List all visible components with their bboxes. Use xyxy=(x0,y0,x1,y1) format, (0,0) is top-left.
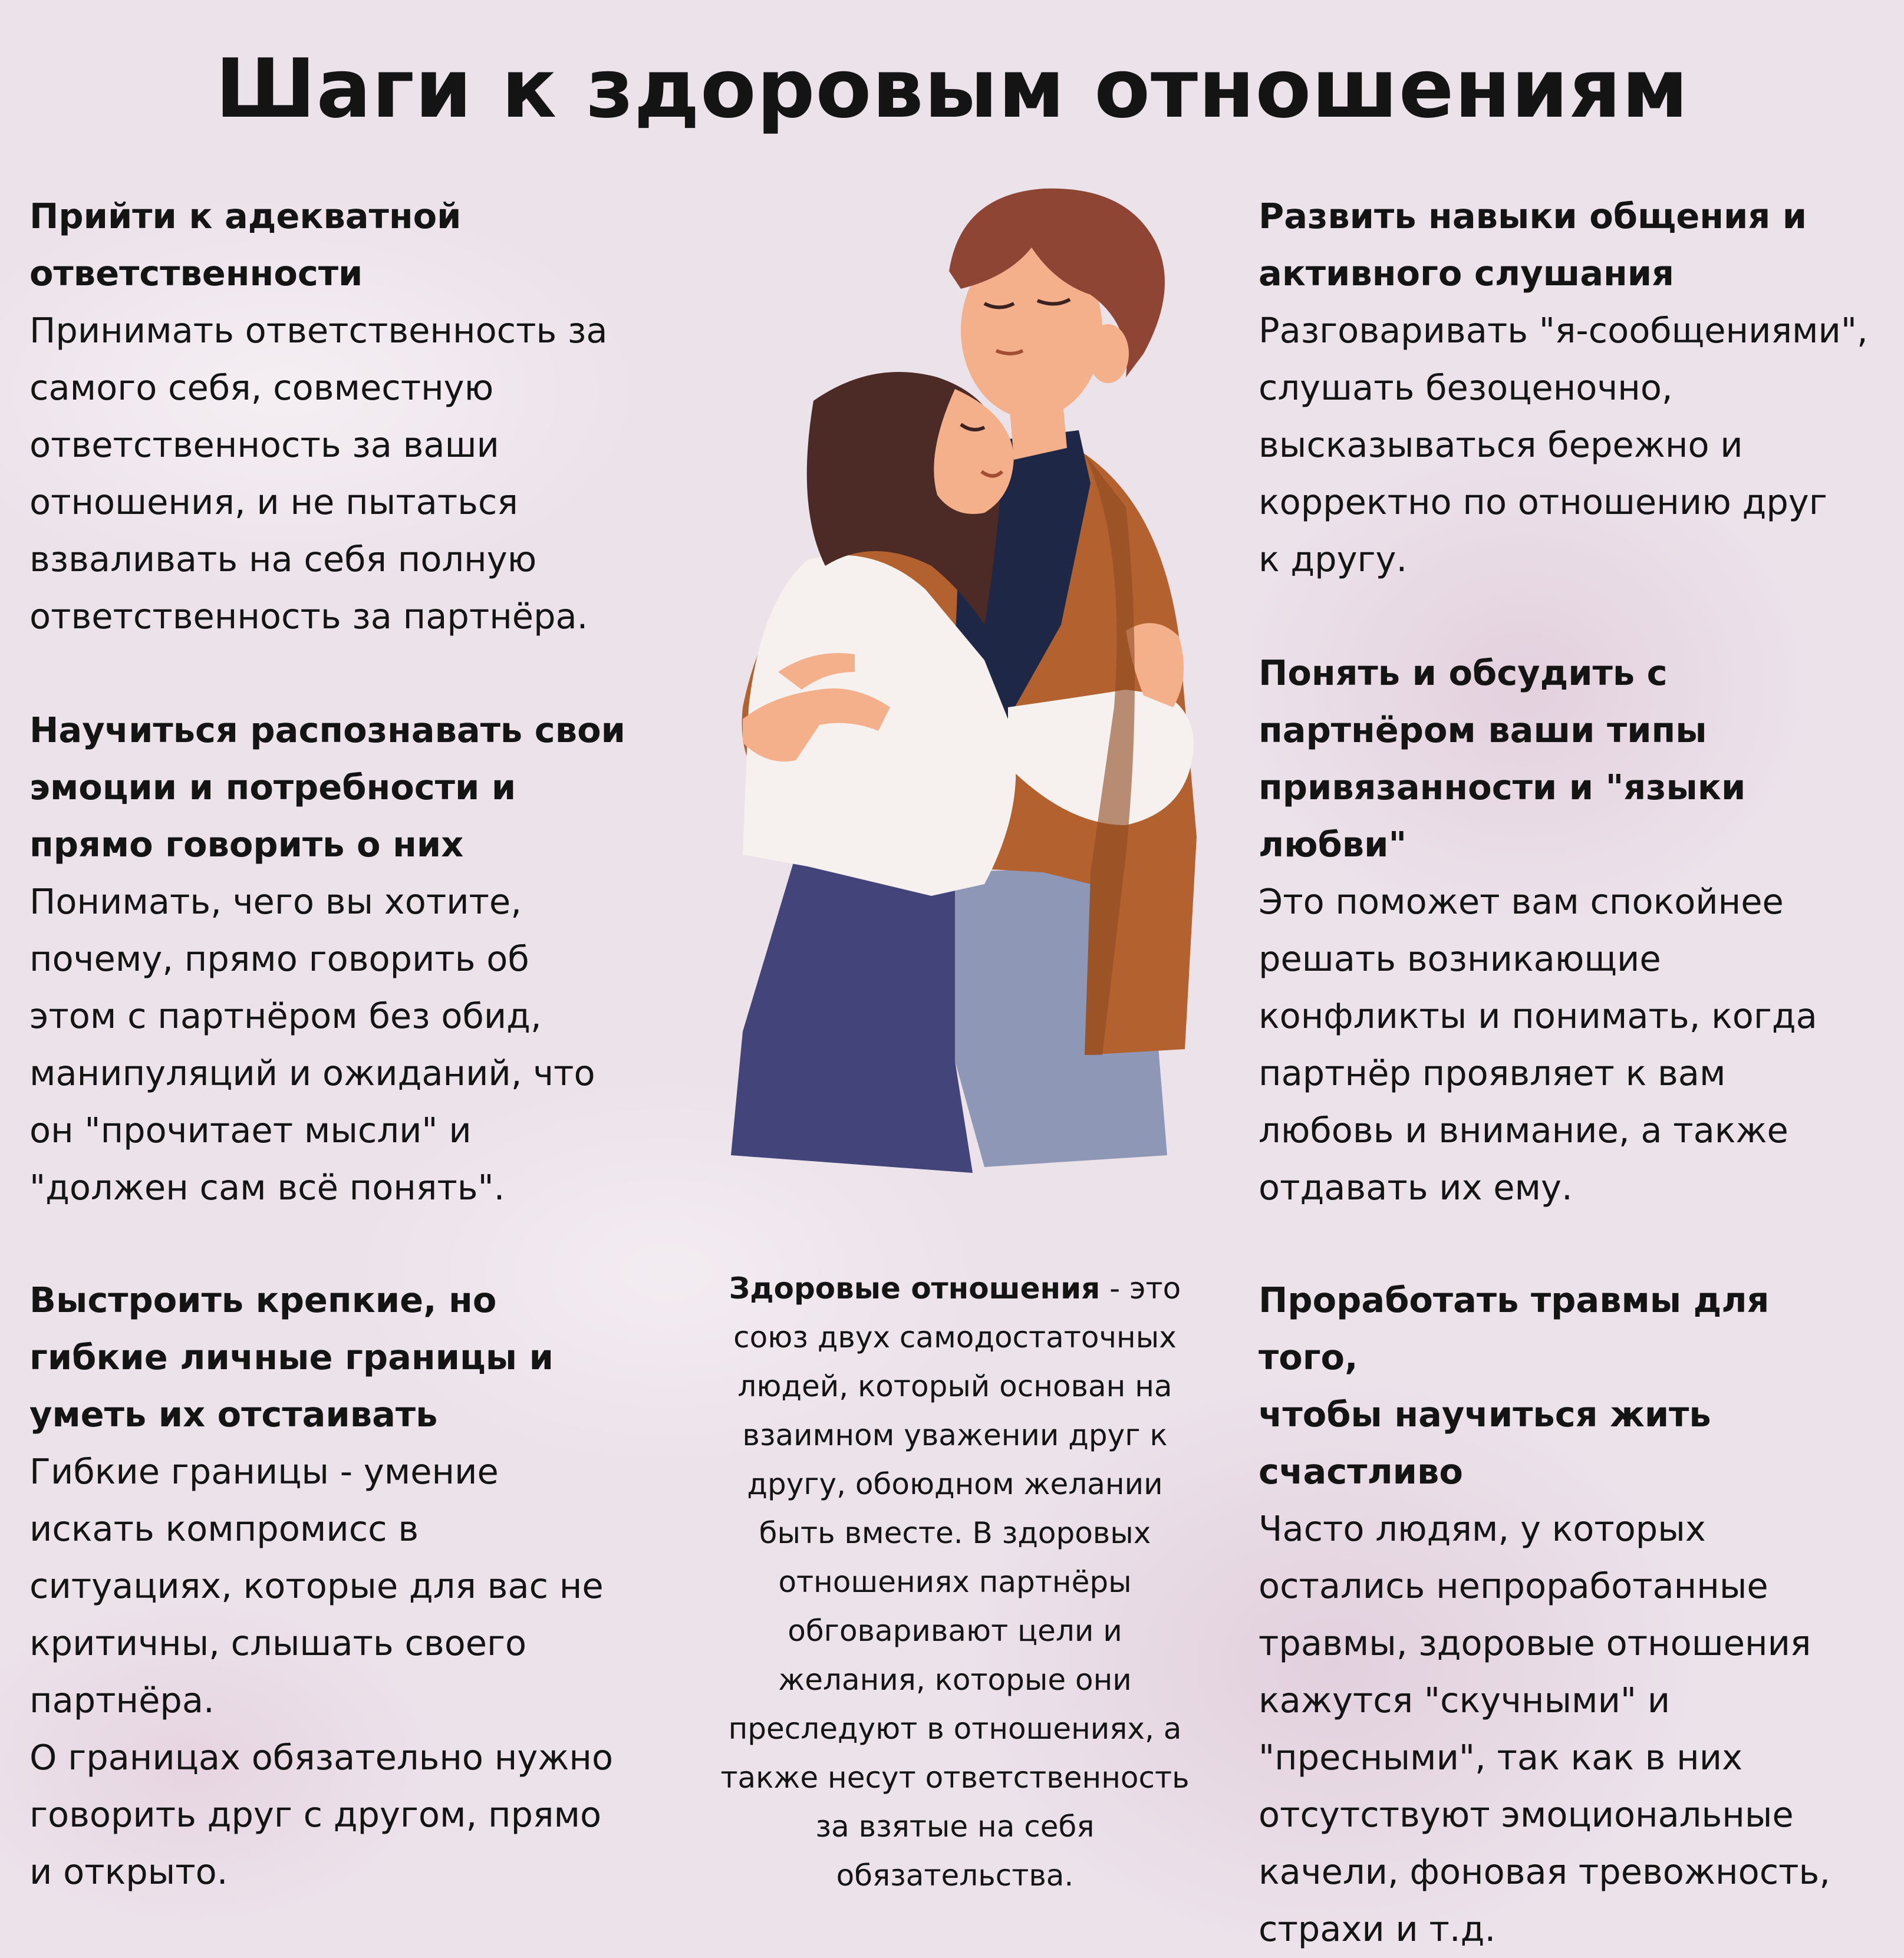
healthy-relationship-definition xyxy=(704,1264,1205,1900)
step-text: Гибкие границы - умение искать компромисс в ситуациях, которые для вас не критичны, слышать своего партнёра. О границах обязательно нужно говорить друг с другом, прямо и открыто. xyxy=(29,1451,614,1892)
step-responsibility xyxy=(29,187,648,645)
definition-term: Здоровые отношения xyxy=(729,1271,1101,1306)
step-emotions xyxy=(29,701,648,1216)
step-heading: Научиться распознавать свои эмоции и потребности и прямо говорить о них xyxy=(29,710,625,865)
definition-text: - это союз двух самодостаточных людей, который основан на взаимном уважении друг к другу, обоюдном желании быть вместе. В здоровых отношениях партнёры обговаривают цели и желания, которые они преследуют в отношениях, а также несут ответственность за взятые на себя обязательства. xyxy=(720,1271,1190,1893)
page-title: Шаги к здоровым отношениям xyxy=(215,41,1689,136)
step-text: Часто людям, у которых остались непроработанные травмы, здоровые отношения кажутся "скучными" и "пресными", так как в них отсутствуют эмоциональные качели, фоновая тревожность, страхи и т.д. xyxy=(1259,1508,1831,1949)
step-heading: Проработать травмы для того, чтобы научиться жить счастливо xyxy=(1259,1280,1770,1492)
step-trauma xyxy=(1259,1271,1877,1957)
step-heading: Прийти к адекватной ответственности xyxy=(29,196,462,294)
step-boundaries xyxy=(29,1271,648,1900)
step-heading: Развить навыки общения и активного слушания xyxy=(1259,196,1807,294)
step-text: Принимать ответственность за самого себя, совместную ответственность за ваши отношения, и не пытаться взваливать на себя полную ответственность за партнёра. xyxy=(29,310,608,637)
step-text: Разговаривать "я-сообщениями", слушать безоценочно, высказываться бережно и корректно по отношению друг к другу. xyxy=(1259,310,1868,579)
step-heading: Понять и обсудить с партнёром ваши типы привязанности и "языки любви" xyxy=(1259,652,1746,865)
step-text: Это поможет вам спокойнее решать возникающие конфликты и понимать, когда партнёр проявляет к вам любовь и внимание, а также отдавать их ему. xyxy=(1259,881,1817,1208)
step-communication xyxy=(1259,187,1877,588)
hugging-couple-illustration xyxy=(678,177,1238,1179)
step-text: Понимать, чего вы хотите, почему, прямо говорить об этом с партнёром без обид, манипуляций и ожиданий, что он "прочитает мысли" и "должен сам всё понять". xyxy=(29,881,595,1208)
step-heading: Выстроить крепкие, но гибкие личные границы и уметь их отстаивать xyxy=(29,1280,554,1435)
step-attachment xyxy=(1259,644,1877,1216)
